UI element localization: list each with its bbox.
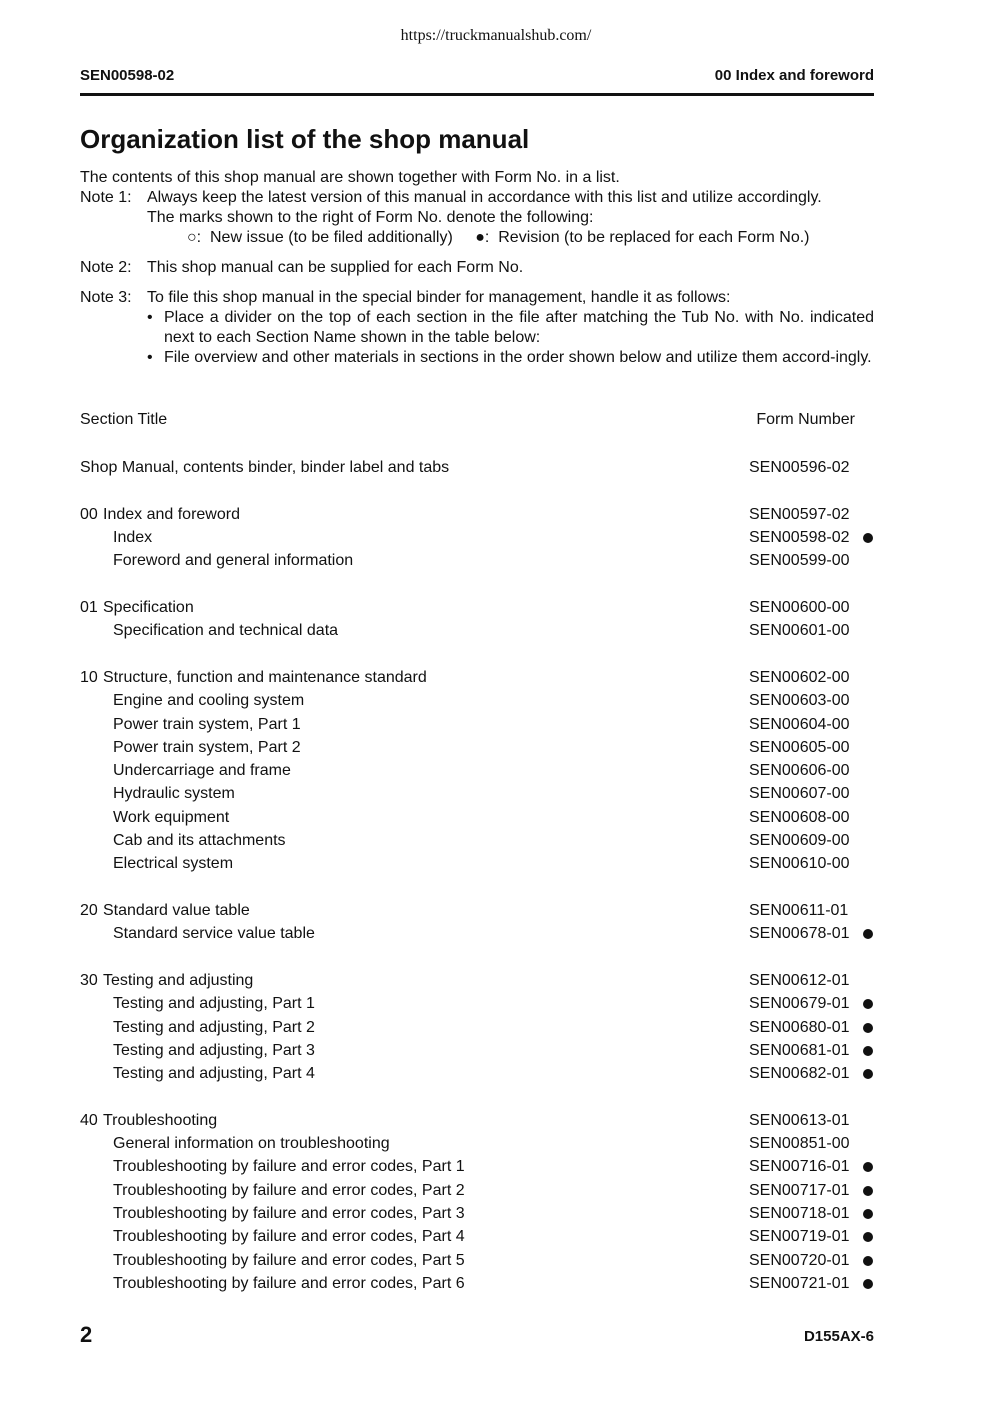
form-number: SEN00716-01 xyxy=(749,1158,850,1176)
revision-icon xyxy=(863,1186,873,1196)
row-title: Undercarriage and frame xyxy=(113,762,291,780)
form-number: SEN00603-00 xyxy=(749,692,850,710)
revision-icon: ●: xyxy=(475,229,490,246)
section-title: Troubleshooting xyxy=(103,1111,218,1129)
bullet-icon: • xyxy=(147,349,153,366)
revision-icon xyxy=(863,1279,873,1289)
page-title: Organization list of the shop manual xyxy=(80,124,530,154)
section-title: Structure, function and maintenance standard xyxy=(103,668,427,686)
column-header-form: Form Number xyxy=(756,411,855,428)
table-row xyxy=(80,691,880,714)
form-number: SEN00605-00 xyxy=(749,738,850,756)
row-title: Cab and its attachments xyxy=(113,832,286,850)
new-issue-text: New issue (to be filed additionally) xyxy=(210,229,453,246)
section-number: 10 xyxy=(80,668,98,686)
table-row xyxy=(80,994,880,1017)
note-3 xyxy=(80,288,880,368)
header-rule xyxy=(80,93,874,96)
revision-icon xyxy=(863,1069,873,1079)
table-row xyxy=(80,1181,880,1204)
revision-icon xyxy=(863,1209,873,1219)
form-list xyxy=(80,458,880,1297)
note-1-text-2: The marks shown to the right of Form No. denote the following: xyxy=(147,209,594,226)
table-row xyxy=(80,901,880,924)
table-row xyxy=(80,621,880,644)
row-title: Troubleshooting by failure and error codes, Part 1 xyxy=(113,1158,465,1176)
revision-icon xyxy=(863,533,873,543)
row-title: Troubleshooting by failure and error codes, Part 6 xyxy=(113,1274,465,1292)
row-title: Testing and adjusting, Part 4 xyxy=(113,1065,315,1083)
form-number: SEN00678-01 xyxy=(749,925,850,943)
revision-icon xyxy=(863,929,873,939)
note-3-bullet-2 xyxy=(147,348,874,368)
table-row xyxy=(80,505,880,528)
section-title: Testing and adjusting xyxy=(103,972,254,989)
table-row xyxy=(80,528,880,551)
form-number: SEN00721-01 xyxy=(749,1274,850,1292)
form-number: SEN00610-00 xyxy=(749,855,850,873)
revision-icon xyxy=(863,1162,873,1172)
form-number: SEN00718-01 xyxy=(749,1205,850,1223)
row-title: Troubleshooting by failure and error codes, Part 5 xyxy=(113,1251,465,1269)
new-issue-icon: ○: xyxy=(187,229,202,246)
form-number: SEN00596-02 xyxy=(749,459,850,476)
form-number: SEN00679-01 xyxy=(749,995,850,1013)
table-row xyxy=(80,1274,880,1297)
table-row xyxy=(80,761,880,784)
bullet-text: Place a divider on the top of each section in the file after matching the Tub No. with No. indicated next to each Section Name shown in the table below: xyxy=(164,309,874,346)
form-number: SEN00681-01 xyxy=(749,1041,850,1059)
revision-icon xyxy=(863,1256,873,1266)
row-title: Power train system, Part 2 xyxy=(113,738,301,756)
row-title: Troubleshooting by failure and error codes, Part 3 xyxy=(113,1205,465,1223)
table-row xyxy=(80,1111,880,1134)
form-number: SEN00851-00 xyxy=(749,1135,850,1153)
table-row xyxy=(80,784,880,807)
form-number: SEN00598-02 xyxy=(749,528,850,546)
note-2-label: Note 2: xyxy=(80,259,132,276)
section-number: 30 xyxy=(80,972,98,989)
note-2-text: This shop manual can be supplied for each Form No. xyxy=(147,259,524,276)
bullet-text: File overview and other materials in sections in the order shown below and utilize them accord-ingly. xyxy=(164,349,872,366)
note-2 xyxy=(80,258,880,278)
section-number: 01 xyxy=(80,598,98,616)
table-row xyxy=(80,551,880,574)
note-1-text: Always keep the latest version of this manual in accordance with this list and utilize accordingly. xyxy=(147,189,822,206)
section-title: Specification xyxy=(103,598,194,616)
form-number: SEN00606-00 xyxy=(749,762,850,780)
table-row xyxy=(80,971,880,994)
table-row xyxy=(80,598,880,621)
section-number: 40 xyxy=(80,1111,98,1129)
revision-icon xyxy=(863,1232,873,1242)
form-number: SEN00719-01 xyxy=(749,1228,850,1246)
revision-icon xyxy=(863,1046,873,1056)
row-title: Specification and technical data xyxy=(113,622,339,640)
section-title: Index and foreword xyxy=(103,505,240,523)
row-title: Electrical system xyxy=(113,855,234,873)
row-title: Foreword and general information xyxy=(113,552,354,570)
row-title: Power train system, Part 1 xyxy=(113,715,301,733)
row-title: Testing and adjusting, Part 2 xyxy=(113,1018,315,1036)
row-title: Troubleshooting by failure and error codes, Part 4 xyxy=(113,1228,465,1246)
table-row xyxy=(80,738,880,761)
table-row xyxy=(80,1251,880,1274)
table-header xyxy=(80,411,855,429)
row-title: Hydraulic system xyxy=(113,785,235,803)
table-row xyxy=(80,808,880,831)
form-number: SEN00604-00 xyxy=(749,715,850,733)
table-row xyxy=(80,1134,880,1157)
intro-notes xyxy=(80,168,880,368)
form-number: SEN00613-01 xyxy=(749,1111,850,1129)
revision-text: Revision (to be replaced for each Form No.) xyxy=(498,229,810,246)
section-number: 00 xyxy=(80,505,98,523)
row-title: Troubleshooting by failure and error codes, Part 2 xyxy=(113,1181,465,1199)
section-number: 20 xyxy=(80,902,98,920)
note-1 xyxy=(80,188,880,248)
intro-line: The contents of this shop manual are shown together with Form No. in a list. xyxy=(80,169,620,186)
table-row xyxy=(80,1157,880,1180)
revision-icon xyxy=(863,999,873,1009)
source-url: https://truckmanualshub.com/ xyxy=(400,27,592,44)
form-number: SEN00597-02 xyxy=(749,505,850,523)
table-row xyxy=(80,854,880,877)
form-number: SEN00609-00 xyxy=(749,832,850,850)
form-number: SEN00602-00 xyxy=(749,668,850,686)
note-1-label: Note 1: xyxy=(80,189,132,206)
form-number: SEN00599-00 xyxy=(749,552,850,570)
form-number: SEN00600-00 xyxy=(749,598,850,616)
section-header: 00 Index and foreword xyxy=(714,67,874,84)
table-row xyxy=(80,458,880,481)
marks-legend xyxy=(147,228,880,248)
model-name: D155AX-6 xyxy=(803,1328,874,1345)
table-row xyxy=(80,715,880,738)
table-row xyxy=(80,831,880,854)
form-number: SEN00608-00 xyxy=(749,808,850,826)
row-title: Standard service value table xyxy=(113,925,315,943)
form-number: SEN00607-00 xyxy=(749,785,850,803)
row-title: Testing and adjusting, Part 1 xyxy=(113,995,315,1013)
row-title: Index xyxy=(113,528,153,546)
table-row xyxy=(80,1204,880,1227)
page-number: 2 xyxy=(80,1322,93,1347)
table-row xyxy=(80,1018,880,1041)
form-number: SEN00601-00 xyxy=(749,622,850,640)
row-title: Work equipment xyxy=(113,808,230,826)
row-title: General information on troubleshooting xyxy=(113,1135,390,1153)
bullet-icon: • xyxy=(147,309,153,326)
form-number: SEN00680-01 xyxy=(749,1018,850,1036)
table-row xyxy=(80,668,880,691)
table-row xyxy=(80,1041,880,1064)
row-title: Engine and cooling system xyxy=(113,692,305,710)
note-3-label: Note 3: xyxy=(80,289,132,306)
form-number: SEN00611-01 xyxy=(749,902,849,920)
doc-code: SEN00598-02 xyxy=(80,67,175,84)
table-row xyxy=(80,924,880,947)
form-number: SEN00720-01 xyxy=(749,1251,850,1269)
revision-icon xyxy=(863,1023,873,1033)
note-3-text: To file this shop manual in the special binder for management, handle it as follows: xyxy=(147,289,731,306)
table-row xyxy=(80,1064,880,1087)
form-number: SEN00717-01 xyxy=(749,1181,850,1199)
row-title: Testing and adjusting, Part 3 xyxy=(113,1041,315,1059)
form-number: SEN00612-01 xyxy=(749,972,850,989)
column-header-section: Section Title xyxy=(80,411,168,428)
section-title: Standard value table xyxy=(103,902,250,920)
table-row xyxy=(80,1227,880,1250)
form-number: SEN00682-01 xyxy=(749,1065,850,1083)
note-3-bullet-1 xyxy=(147,308,874,348)
row-title: Shop Manual, contents binder, binder label and tabs xyxy=(80,459,450,476)
